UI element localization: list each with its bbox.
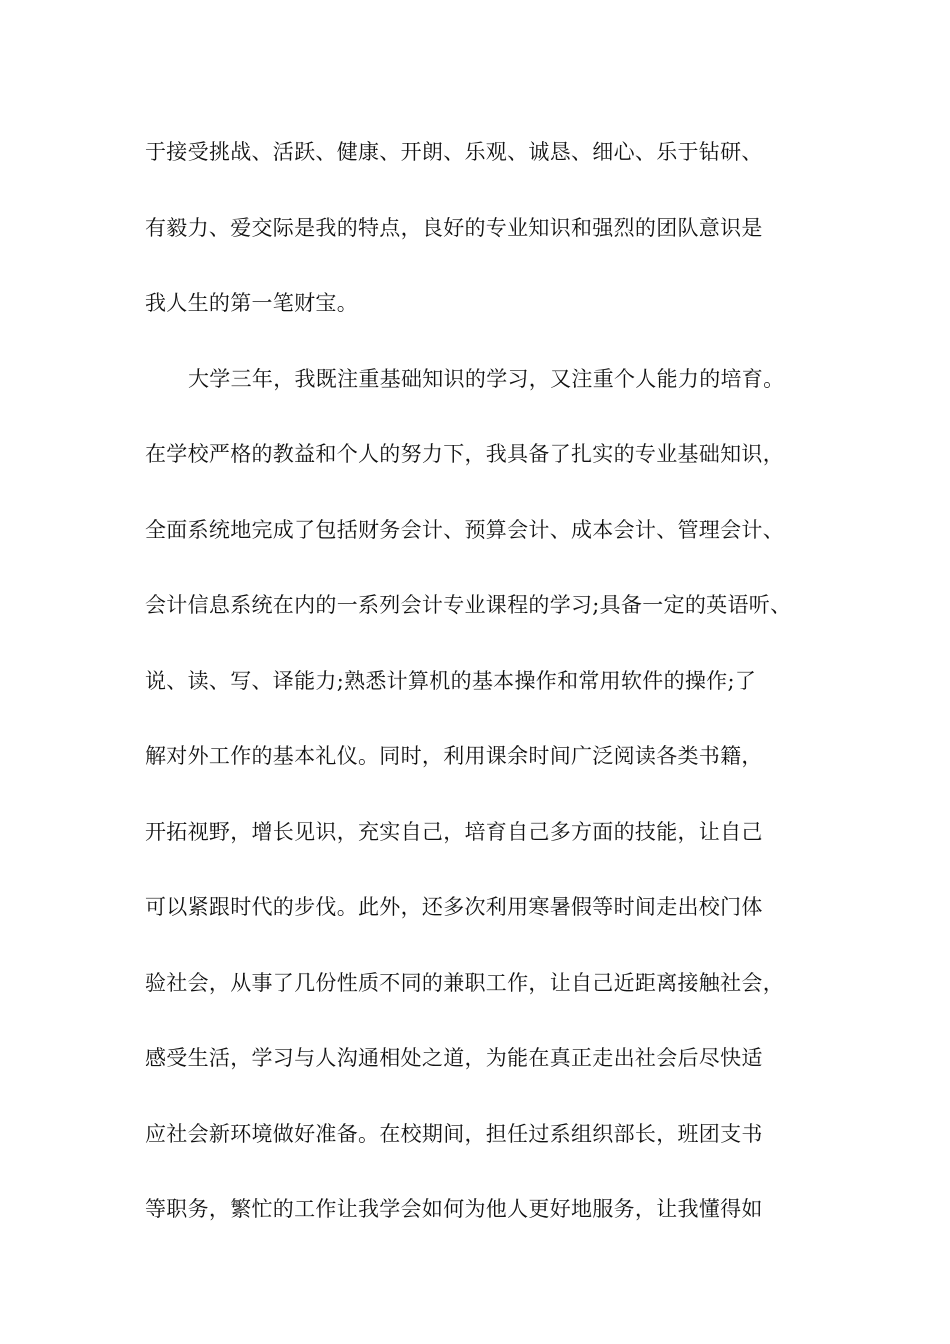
text-line: 等职务，繁忙的工作让我学会如何为他人更好地服务，让我懂得如 [145, 1197, 763, 1221]
paragraph-start-line: 大学三年，我既注重基础知识的学习，又注重个人能力的培育。 [188, 366, 785, 391]
text-line: 感受生活，学习与人沟通相处之道，为能在真正走出社会后尽快适 [145, 1046, 763, 1070]
text-line: 全面系统地完成了包括财务会计、预算会计、成本会计、管理会计、 [145, 517, 784, 542]
text-line: 我人生的第一笔财宝。 [145, 291, 358, 315]
text-line: 验社会，从事了几份性质不同的兼职工作，让自己近距离接触社会， [145, 970, 784, 995]
text-line: 解对外工作的基本礼仪。同时，利用课余时间广泛阅读各类书籍， [145, 744, 763, 768]
text-line: 有毅力、爱交际是我的特点，良好的专业知识和强烈的团队意识是 [145, 215, 763, 240]
text-line: 于接受挑战、活跃、健康、开朗、乐观、诚恳、细心、乐于钻研、 [145, 140, 763, 164]
text-line: 会计信息系统在内的一系列会计专业课程的学习;具备一定的英语听、 [145, 593, 792, 617]
text-line: 应社会新环境做好准备。在校期间，担任过系组织部长，班团支书 [145, 1121, 763, 1146]
text-line: 在学校严格的教益和个人的努力下，我具备了扎实的专业基础知识， [145, 442, 784, 466]
text-line: 开拓视野，增长见识，充实自己，培育自己多方面的技能，让自己 [145, 819, 763, 844]
text-line: 可以紧跟时代的步伐。此外，还多次利用寒暑假等时间走出校门体 [145, 895, 763, 919]
text-line: 说、读、写、译能力;熟悉计算机的基本操作和常用软件的操作;了 [145, 668, 757, 693]
body-text [145, 129, 845, 1262]
